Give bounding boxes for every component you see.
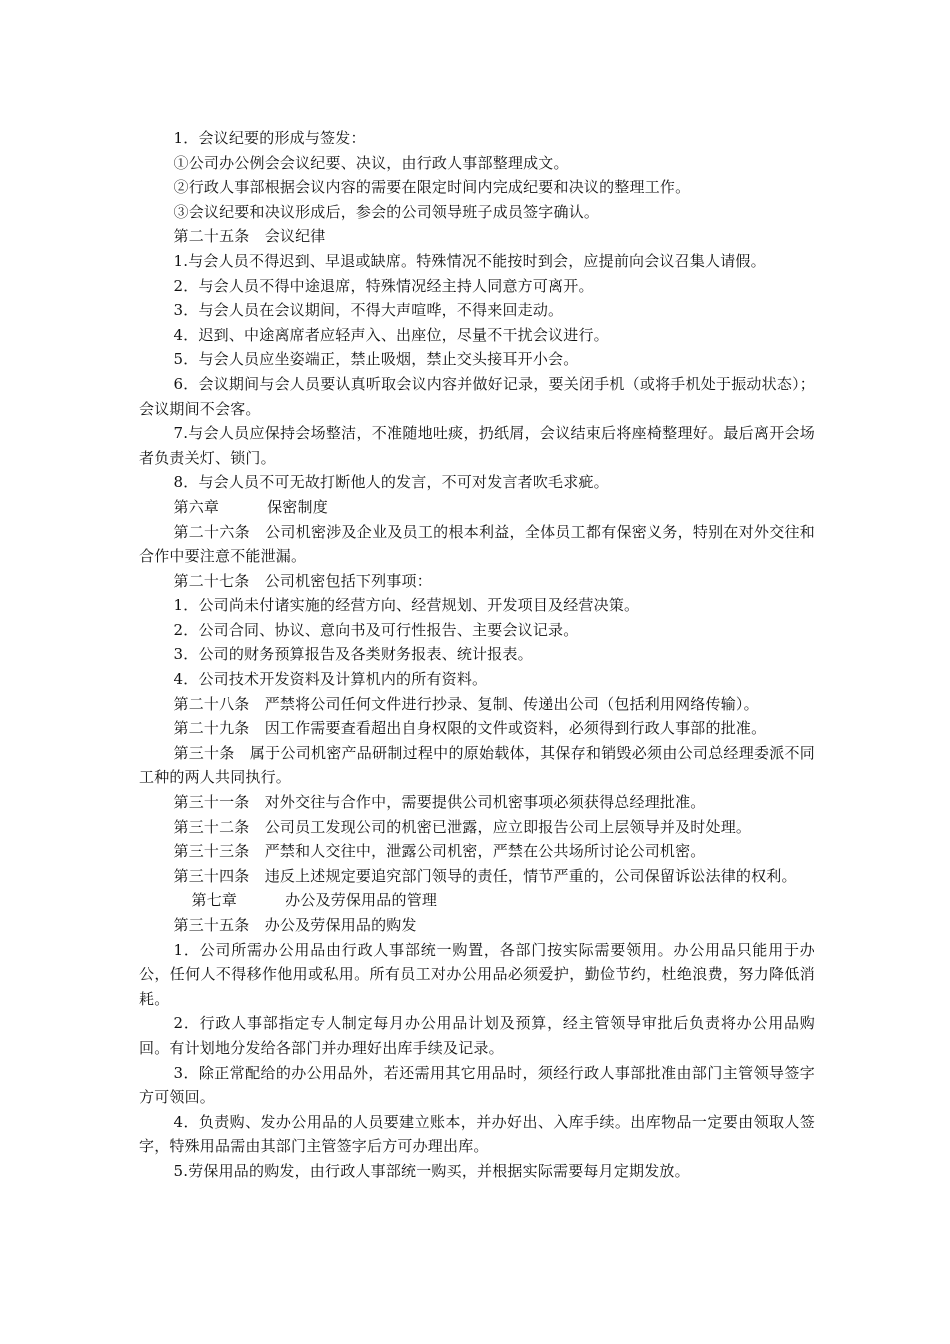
list-item: 7.与会人员应保持会场整洁，不准随地吐痰，扔纸屑，会议结束后将座椅整理好。最后离开会场者负责关灯、锁门。 (139, 424, 815, 467)
list-item: 4．负责购、发办公用品的人员要建立账本，并办好出、入库手续。出库物品一定要由领取人签字，特殊用品需由其部门主管签字后方可办理出库。 (139, 1112, 815, 1156)
article-paragraph: 第二十九条 因工作需要查看超出自身权限的文件或资料，必须得到行政人事部的批准。 (173, 719, 767, 738)
article-heading: 第二十五条 会议纪律 (173, 227, 326, 246)
chapter-number: 第六章 (173, 497, 220, 516)
list-item: 2．行政人事部指定专人制定每月办公用品计划及预算，经主管领导审批后负责将办公用品购回。有计划地分发给各部门并办理好出库手续及记录。 (139, 1014, 815, 1057)
list-item: 1．公司所需办公用品由行政人事部统一购置，各部门按实际需要领用。办公用品只能用于办公，任何人不得移作他用或私用。所有员工对办公用品必须爱护，勤俭节约，杜绝浪费，努力降低消耗。 (139, 940, 815, 1008)
list-item: ②行政人事部根据会议内容的需要在限定时间内完成纪要和决议的整理工作。 (173, 178, 691, 197)
article-paragraph: 第三十三条 严禁和人交往中，泄露公司机密，严禁在公共场所讨论公司机密。 (173, 842, 706, 861)
list-item: 3．与会人员在会议期间，不得大声喧哗，不得来回走动。 (173, 301, 564, 320)
article-heading: 第三十五条 办公及劳保用品的购发 (173, 916, 417, 934)
list-item: 4．迟到、中途离席者应轻声入、出座位，尽量不干扰会议进行。 (173, 325, 609, 344)
list-item: 5.劳保用品的购发，由行政人事部统一购买，并根据实际需要每月定期发放。 (173, 1161, 690, 1180)
list-item: 6．会议期间与会人员要认真听取会议内容并做好记录，要关闭手机（或将手机处于振动状态）；会议期间不会客。 (139, 374, 815, 418)
article-paragraph: 第三十四条 违反上述规定要追究部门领导的责任，情节严重的，公司保留诉讼法律的权利。 (173, 866, 797, 885)
list-item: 3．公司的财务预算报告及各类财务报表、统计报表。 (173, 645, 533, 664)
list-item: ③会议纪要和决议形成后，参会的公司领导班子成员签字确认。 (173, 202, 600, 221)
list-item: 3．除正常配给的办公用品外，若还需用其它用品时，须经行政人事部批准由部门主管领导签字方可领回。 (139, 1063, 815, 1107)
list-item: 2．与会人员不得中途退席，特殊情况经主持人同意方可离开。 (173, 276, 594, 295)
list-item: 1．公司尚未付诸实施的经营方向、经营规划、开发项目及经营决策。 (173, 596, 640, 615)
chapter-number: 第七章 (191, 891, 238, 910)
list-item: 1．会议纪要的形成与签发： (173, 129, 366, 147)
article-paragraph: 第二十六条 公司机密涉及企业及员工的根本利益，全体员工都有保密义务，特别在对外交往和合作中要注意不能泄漏。 (139, 522, 815, 566)
article-paragraph: 第二十八条 严禁将公司任何文件进行抄录、复制、传递出公司（包括利用网络传输）。 (173, 694, 759, 713)
list-item: 8．与会人员不可无故打断他人的发言，不可对发言者吹毛求疵。 (173, 473, 609, 492)
list-item: 4．公司技术开发资料及计算机内的所有资料。 (173, 670, 488, 689)
chapter-title: 办公及劳保用品的管理 (285, 891, 438, 910)
article-paragraph: 第三十二条 公司员工发现公司的机密已泄露，应立即报告公司上层领导并及时处理。 (173, 817, 752, 836)
chapter-title: 保密制度 (267, 497, 328, 516)
document-body (139, 126, 815, 1184)
list-item: 2．公司合同、协议、意向书及可行性报告、主要会议记录。 (173, 620, 579, 639)
chapter-heading (139, 888, 815, 913)
article-heading: 第二十七条 公司机密包括下列事项： (173, 571, 432, 590)
chapter-heading (139, 495, 815, 520)
list-item: 5．与会人员应坐姿端正，禁止吸烟，禁止交头接耳开小会。 (173, 350, 579, 369)
list-item: 1.与会人员不得迟到、早退或缺席。特殊情况不能按时到会，应提前向会议召集人请假。 (173, 251, 766, 270)
article-paragraph: 第三十条 属于公司机密产品研制过程中的原始载体，其保存和销毁必须由公司总经理委派不同工种的两人共同执行。 (139, 743, 815, 787)
list-item: ①公司办公例会会议纪要、决议，由行政人事部整理成文。 (173, 153, 569, 172)
article-paragraph: 第三十一条 对外交往与合作中，需要提供公司机密事项必须获得总经理批准。 (173, 793, 706, 812)
